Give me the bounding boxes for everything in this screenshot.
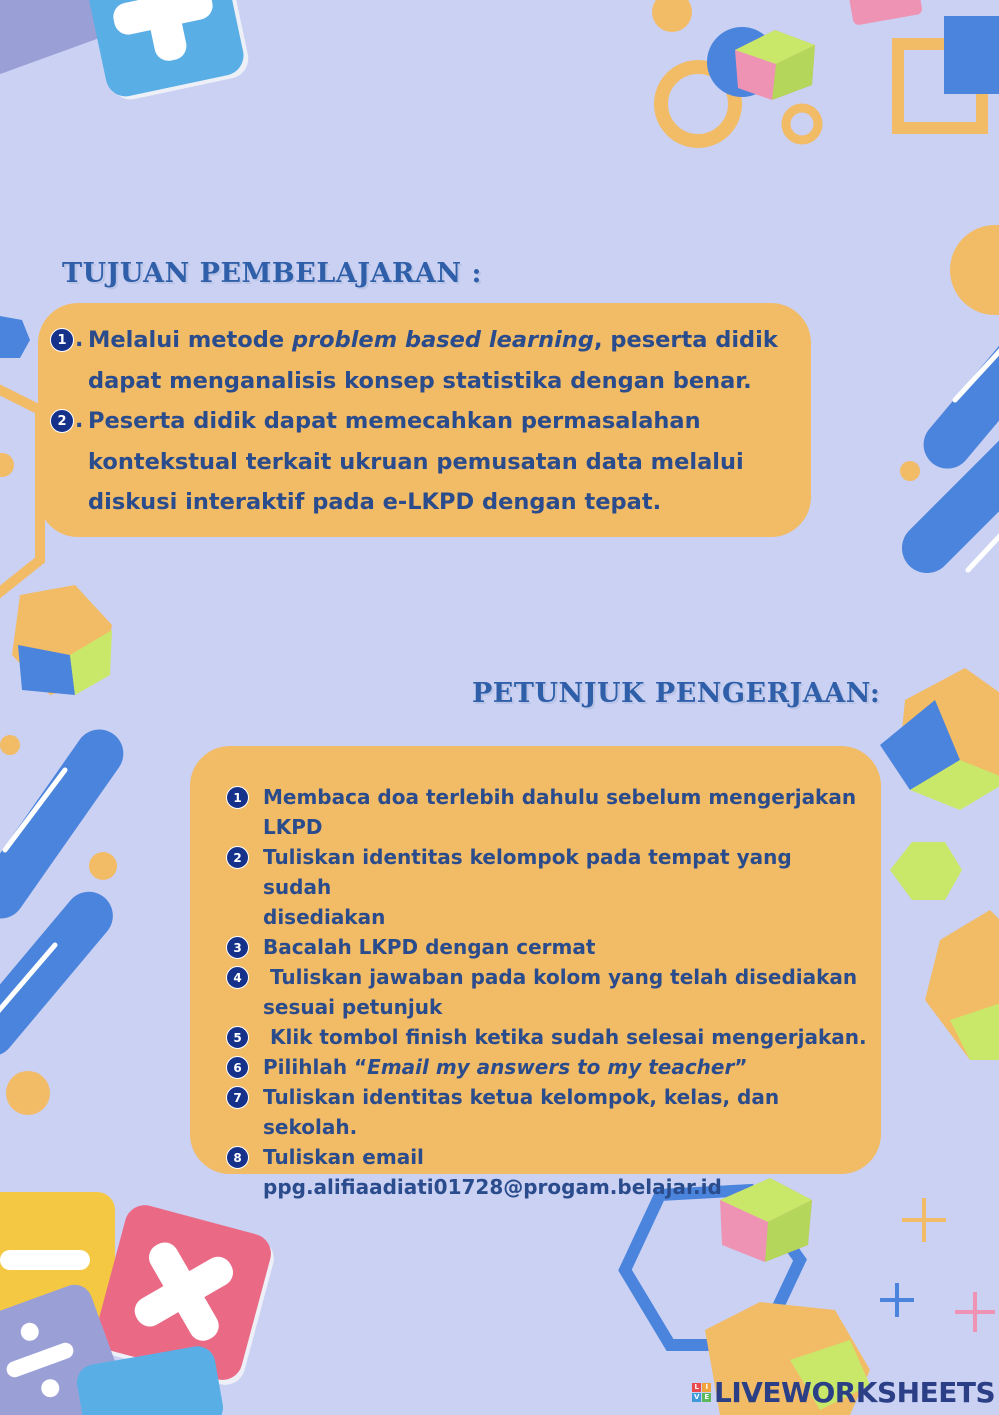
instruction-item-8	[226, 1142, 866, 1202]
instructions-title: PETUNJUK PENGERJAAN:	[472, 678, 881, 709]
number-badge: 1	[50, 328, 74, 352]
instruction-item-3	[226, 932, 866, 962]
instruction-item-5	[226, 1022, 866, 1052]
instruction-text: Klik tombol finish ketika sudah selesai mengerjakan.	[263, 1025, 867, 1049]
instruction-text: Tuliskan identitas kelompok pada tempat yang sudah	[263, 845, 792, 899]
objective-text: Peserta didik dapat memecahkan permasalahan	[88, 408, 701, 434]
instruction-item-1	[226, 782, 866, 842]
instruction-text: disediakan	[263, 905, 386, 929]
instruction-item-7	[226, 1082, 866, 1142]
objectives-title: TUJUAN PEMBELAJARAN :	[62, 258, 482, 289]
instruction-emphasis: Email my answers to my teacher	[367, 1055, 735, 1079]
objective-item-1: 1 . Melalui metode problem based learning, peserta didik dapat menganalisis konsep statistika dengan benar.	[50, 320, 790, 401]
instruction-item-6	[226, 1052, 866, 1082]
instruction-text: Bacalah LKPD dengan cermat	[263, 935, 596, 959]
hexagon-icon	[12, 585, 112, 695]
instruction-text: Tuliskan identitas ketua kelompok, kelas, dan sekolah.	[263, 1085, 780, 1139]
instruction-text: Tuliskan jawaban pada kolom yang telah disediakan	[263, 965, 858, 989]
objective-text: dapat menganalisis konsep statistika dengan benar.	[88, 367, 752, 394]
number-badge: 4	[226, 966, 249, 989]
objective-text: , peserta didik	[593, 327, 778, 353]
brand-name: LIVEWORKSHEETS	[714, 1376, 996, 1409]
liveworksheets-logo-icon: L I V E	[692, 1383, 711, 1402]
number-badge: 8	[226, 1146, 249, 1169]
number-badge: 7	[226, 1086, 249, 1109]
instruction-item-4	[226, 962, 866, 1022]
objective-text: diskusi interaktif pada e-LKPD dengan tepat.	[88, 489, 662, 515]
objective-item-2: 2 . Peserta didik dapat memecahkan permasalahan kontekstual terkait ukruan pemusatan data melalui diskusi interaktif pada e-LKPD dengan tepat.	[50, 401, 790, 523]
number-badge: 6	[226, 1056, 249, 1079]
instruction-item-2	[226, 842, 866, 932]
liveworksheets-brand[interactable]	[692, 1376, 995, 1409]
instruction-text: Tuliskan email ppg.alifiaadiati01728@progam.belajar.id	[263, 1145, 722, 1199]
number-badge: 3	[226, 936, 249, 959]
instructions-list	[226, 782, 866, 1202]
instruction-text: sesuai petunjuk	[263, 995, 443, 1019]
objective-emphasis: problem based learning	[291, 327, 594, 353]
number-badge: 2	[226, 846, 249, 869]
number-badge: 1	[226, 786, 249, 809]
objective-text: kontekstual terkait ukruan pemusatan data melalui	[88, 448, 744, 475]
instruction-text: ”	[734, 1055, 748, 1079]
number-badge: 5	[226, 1026, 249, 1049]
plus-icon	[81, 0, 252, 104]
objective-text: Melalui metode	[88, 327, 292, 353]
instruction-text: Pilihlah “	[263, 1055, 368, 1079]
number-badge: 2	[50, 409, 74, 433]
instruction-text: LKPD	[263, 815, 323, 839]
instruction-text: Membaca doa terlebih dahulu sebelum mengerjakan	[263, 785, 857, 809]
